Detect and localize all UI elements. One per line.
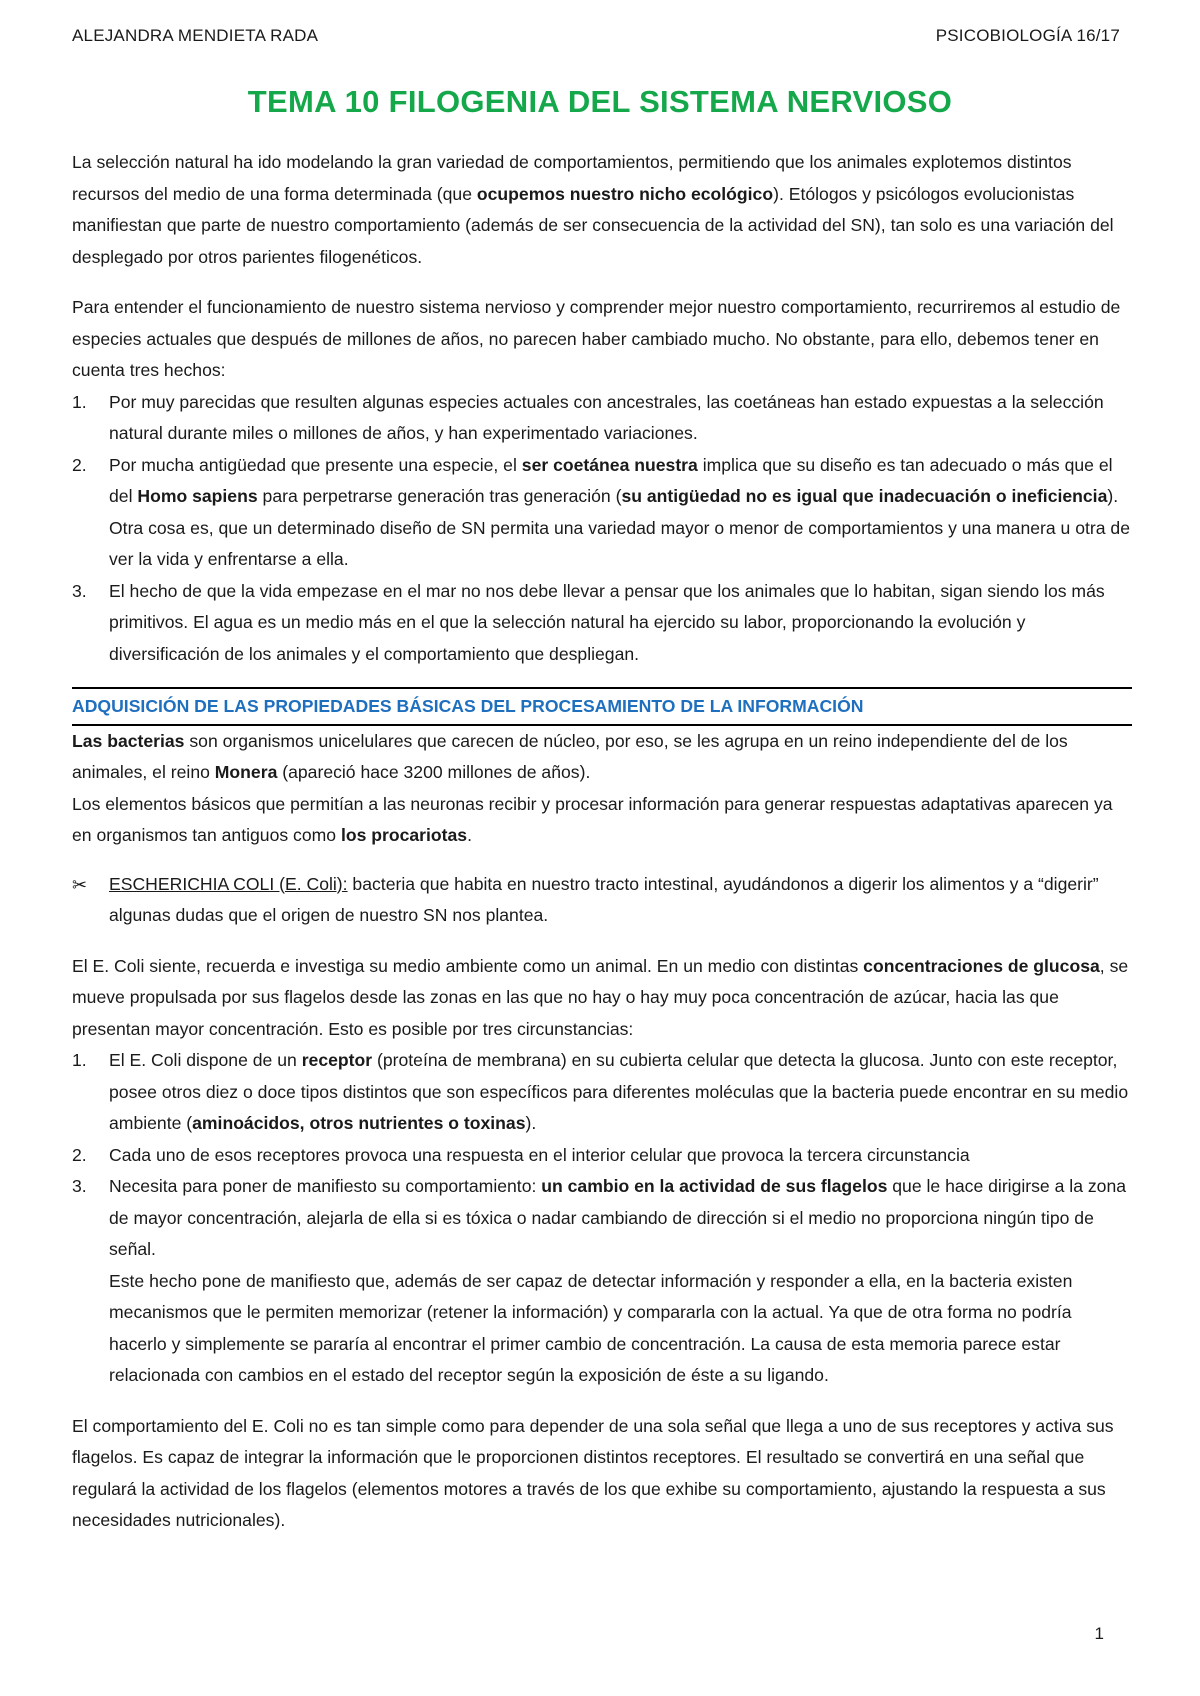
circumstances-list — [72, 1045, 1132, 1392]
list-item: 2. Por mucha antigüedad que presente una especie, el ser coetánea nuestra implica que su diseño es tan adecuado o más que el del Homo sapiens para perpetrarse generación tras generación (su antigüedad no es igual que inadecuación o ineficiencia). Otra cosa es, que un determinado diseño de SN permita una variedad mayor o menor de comportamientos y una manera u otra de ver la vida y enfrentarse a ella. — [72, 454, 1131, 569]
page-title: TEMA 10 FILOGENIA DEL SISTEMA NERVIOSO — [247, 84, 953, 119]
document-body — [72, 147, 1132, 1537]
section-paragraph-1: Las bacterias son organismos unicelulares que carecen de núcleo, por eso, se les agrupa en un reino independiente del de los animales, el reino Monera (apareció hace 3200 millones de años). — [72, 730, 1068, 782]
list-item: 3. Necesita para poner de manifiesto su comportamiento: un cambio en la actividad de sus flagelos que le hace dirigirse a la zona de mayor concentración, alejarla de ella si es tóxica o nadar cambiando de dirección si el medio no proporciona ningún tipo de señal. Este hecho pone de manifiesto que, además de ser capaz de detectar información y responder a ella, en la bacteria existen mecanismos que le permiten memorizar (retener la información) y compararla con la actual. Ya que de otra forma no podría hacerlo y simplemente se pararía al encontrar el primer cambio de concentración. La causa de esta memoria parece estar relacionada con cambios en el estado del receptor según la exposición de éste a su ligando. — [72, 1176, 1127, 1385]
ecoli-term: ESCHERICHIA COLI (E. Coli): — [109, 873, 348, 894]
header-author: ALEJANDRA MENDIETA RADA — [72, 26, 319, 45]
intro-paragraph-1: La selección natural ha ido modelando la gran variedad de comportamientos, permitiendo que los animales explotemos distintos recursos del medio de una forma determinada (que ocupemos nuestro nicho ecológico). Etólogos y psicólogos evolucionistas manifiestan que parte de nuestro comportamiento (además de ser consecuencia de la actividad del SN), tan solo es una variación del desplegado por otros parientes filogenéticos. — [72, 152, 1114, 267]
facts-list — [72, 387, 1132, 671]
section-paragraph-2: Los elementos básicos que permitían a las neuronas recibir y procesar información para generar respuestas adaptativas aparecen ya en organismos tan antiguos como los procariotas. — [72, 793, 1113, 845]
header-course: PSICOBIOLOGÍA 16/17 — [935, 26, 1120, 45]
list-item: 1. El E. Coli dispone de un receptor (proteína de membrana) en su cubierta celular que detecta la glucosa. Junto con este receptor, posee otros diez o doce tipos distintos que son específicos para diferentes moléculas que la bacteria puede encontrar en su medio ambiente (aminoácidos, otros nutrientes o toxinas). — [72, 1050, 1129, 1133]
intro-paragraph-2: Para entender el funcionamiento de nuestro sistema nervioso y comprender mejor nuestro comportamiento, recurriremos al estudio de especies actuales que después de millones de años, no parecen haber cambiado mucho. No obstante, para ello, debemos tener en cuenta tres hechos: — [72, 297, 1121, 380]
ecoli-bullet — [72, 869, 1132, 932]
list-item: 2. Cada uno de esos receptores provoca una respuesta en el interior celular que provoca la tercera circunstancia — [72, 1144, 970, 1165]
closing-paragraph: El comportamiento del E. Coli no es tan simple como para depender de una sola señal que llega a uno de sus receptores y activa sus flagelos. Es capaz de integrar la información que le proporcionen distintos receptores. El resultado se convertirá en una señal que regulará la actividad de los flagelos (elementos motores a través de los que exhibe su comportamiento, ajustando la respuesta a sus necesidades nutricionales). — [72, 1415, 1114, 1530]
list-item: 3. El hecho de que la vida empezase en el mar no nos debe llevar a pensar que los animales que lo habitan, sigan siendo los más primitivos. El agua es un medio más en el que la selección natural ha ejercido su labor, proporcionando la evolución y diversificación de los animales y el comportamiento que despliegan. — [72, 580, 1105, 664]
ecoli-paragraph: El E. Coli siente, recuerda e investiga su medio ambiente como un animal. En un medio con distintas concentraciones de glucosa, se mueve propulsada por sus flagelos desde las zonas en las que no hay o hay muy poca concentración de azúcar, hacia las que presentan mayor concentración. Esto es posible por tres circunstancias: — [72, 955, 1129, 1039]
ecoli-description: bacteria que habita en nuestro tracto intestinal, ayudándonos a digerir los alimentos y a “digerir” algunas dudas que el origen de nuestro SN nos plantea. — [109, 873, 1099, 925]
section-heading: ADQUISICIÓN DE LAS PROPIEDADES BÁSICAS DEL PROCESAMIENTO DE LA INFORMACIÓN — [72, 687, 1132, 726]
list-item: 1. Por muy parecidas que resulten algunas especies actuales con ancestrales, las coetáneas han estado expuestas a la selección natural durante miles o millones de años, y han experimentado variaciones. — [72, 391, 1104, 443]
page-number: 1 — [1094, 1624, 1104, 1643]
scissors-icon: ✂ — [72, 874, 88, 895]
